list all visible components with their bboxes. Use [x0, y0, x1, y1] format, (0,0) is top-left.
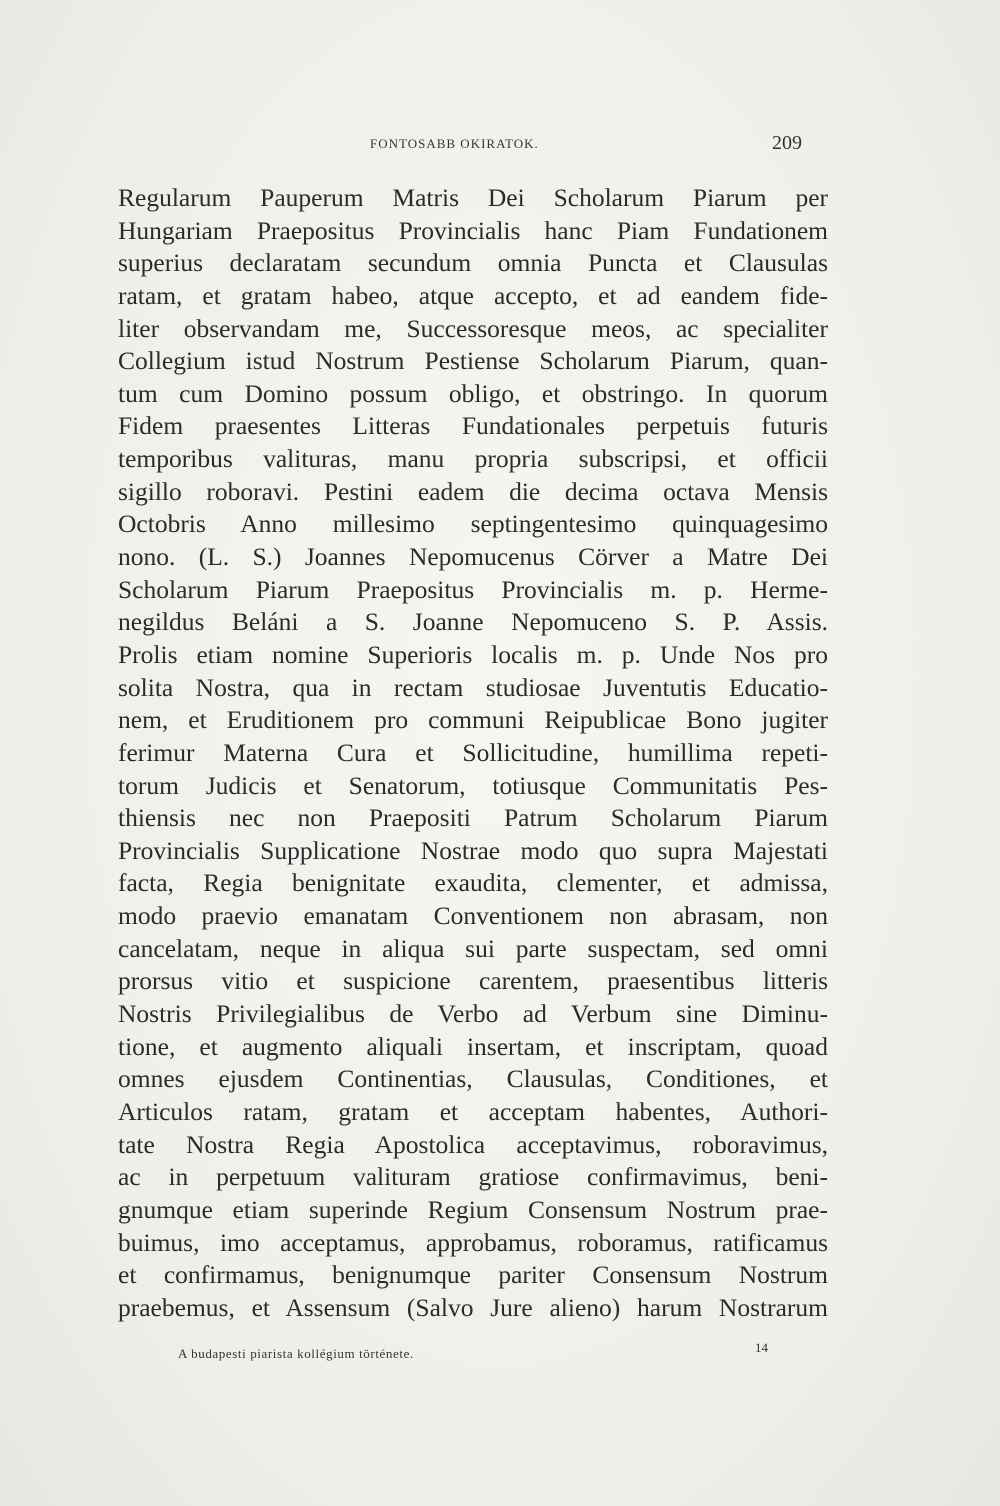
- text-line: negildus Beláni a S. Joanne Nepomuceno S. P. Assis.: [118, 607, 828, 637]
- text-line: Articulos ratam, gratam et acceptam habentes, Authori-: [118, 1096, 828, 1126]
- text-line: ac in perpetuum valituram gratiose confirmavimus, beni-: [118, 1162, 828, 1192]
- text-line: cancelatam, neque in aliqua sui parte suspectam, sed omni: [118, 933, 828, 963]
- text-line: superius declaratam secundum omnia Puncta et Clausulas: [118, 248, 828, 278]
- page-footer: [0, 1340, 1000, 1370]
- text-line: Nostris Privilegialibus de Verbo ad Verbum sine Diminu-: [118, 999, 828, 1029]
- text-line: Scholarum Piarum Praepositus Provincialis m. p. Herme-: [118, 574, 828, 604]
- text-line: modo praevio emanatam Conventionem non abrasam, non: [118, 901, 828, 931]
- page-number: 209: [772, 132, 802, 154]
- text-line: Provincialis Supplicatione Nostrae modo quo supra Majestati: [118, 835, 828, 865]
- text-line: nem, et Eruditionem pro communi Reipublicae Bono jugiter: [118, 705, 828, 735]
- text-line: gnumque etiam superinde Regium Consensum Nostrum prae-: [118, 1194, 828, 1224]
- text-line: thiensis nec non Praepositi Patrum Scholarum Piarum: [118, 803, 828, 833]
- text-line: Octobris Anno millesimo septingentesimo quinquagesimo: [118, 509, 828, 539]
- signature-mark: 14: [755, 1340, 768, 1355]
- text-line: torum Judicis et Senatorum, totiusque Communitatis Pes-: [118, 770, 828, 800]
- text-line: sigillo roboravi. Pestini eadem die decima octava Mensis: [118, 476, 828, 506]
- text-line: tione, et augmento aliquali insertam, et inscriptam, quoad: [118, 1031, 828, 1061]
- book-title-footer: A budapesti piarista kollégium története.: [178, 1346, 414, 1361]
- text-line: praebemus, et Assensum (Salvo Jure alieno) harum Nostrarum: [118, 1292, 828, 1322]
- running-title: FONTOSABB OKIRATOK.: [370, 136, 539, 151]
- running-head: [0, 132, 1000, 156]
- text-line: tum cum Domino possum obligo, et obstringo. In quorum: [118, 378, 828, 408]
- body-text: [118, 182, 828, 1324]
- text-line: Fidem praesentes Litteras Fundationales perpetuis futuris: [118, 411, 828, 441]
- text-line: liter observandam me, Successoresque meos, ac specialiter: [118, 313, 828, 343]
- text-line: prorsus vitio et suspicione carentem, praesentibus litteris: [118, 966, 828, 996]
- text-line: Hungariam Praepositus Provincialis hanc Piam Fundationem: [118, 215, 828, 245]
- text-line: buimus, imo acceptamus, approbamus, roboramus, ratificamus: [118, 1227, 828, 1257]
- text-line: tate Nostra Regia Apostolica acceptavimus, roboravimus,: [118, 1129, 828, 1159]
- text-line: temporibus valituras, manu propria subscripsi, et officii: [118, 444, 828, 474]
- text-line: Prolis etiam nomine Superioris localis m. p. Unde Nos pro: [118, 639, 828, 669]
- text-line: ratam, et gratam habeo, atque accepto, et ad eandem fide-: [118, 280, 828, 310]
- text-line: Regularum Pauperum Matris Dei Scholarum Piarum per: [118, 183, 828, 212]
- text-line: omnes ejusdem Continentias, Clausulas, Conditiones, et: [118, 1064, 828, 1094]
- text-line: et confirmamus, benignumque pariter Consensum Nostrum: [118, 1260, 828, 1290]
- text-line: Collegium istud Nostrum Pestiense Scholarum Piarum, quan-: [118, 346, 828, 376]
- text-line: nono. (L. S.) Joannes Nepomucenus Cörver a Matre Dei: [118, 542, 828, 572]
- text-line: solita Nostra, qua in rectam studiosae Juventutis Educatio-: [118, 672, 828, 702]
- text-line: ferimur Materna Cura et Sollicitudine, humillima repeti-: [118, 737, 828, 767]
- text-line: facta, Regia benignitate exaudita, clementer, et admissa,: [118, 868, 828, 898]
